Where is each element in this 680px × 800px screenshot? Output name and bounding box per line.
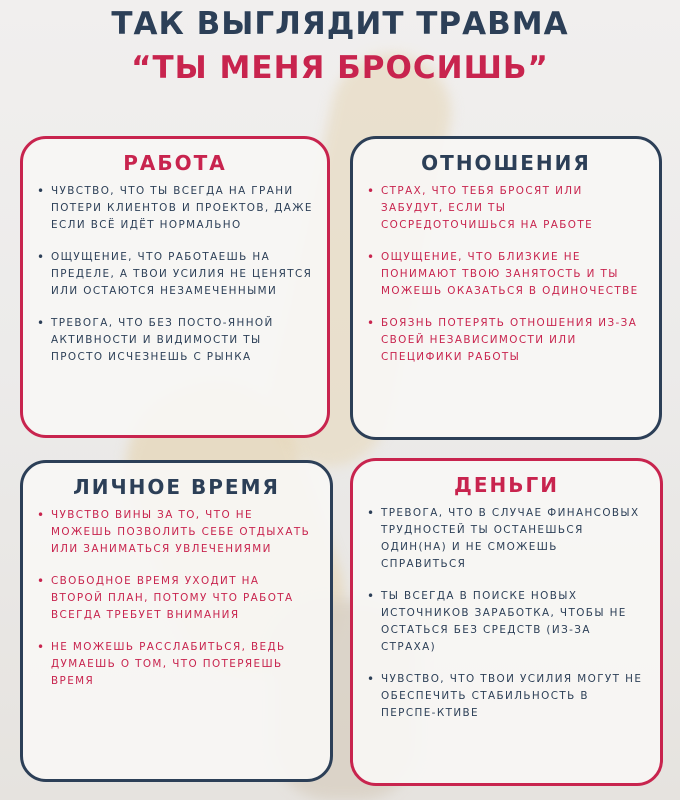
list-item: • СВОБОДНОЕ ВРЕМЯ УХОДИТ НА ВТОРОЙ ПЛАН, ПОТОМУ ЧТО РАБОТА ВСЕГДА ТРЕБУЕТ ВНИМАНИЯ: [37, 573, 316, 624]
bullet-list: [37, 507, 316, 690]
card-work: [20, 136, 330, 438]
card-relations: [350, 136, 662, 440]
card-title: ЛИЧНОЕ ВРЕМЯ: [73, 475, 280, 499]
list-item: • НЕ МОЖЕШЬ РАССЛАБИТЬСЯ, ВЕДЬ ДУМАЕШЬ О ТОМ, ЧТО ПОТЕРЯЕШЬ ВРЕМЯ: [37, 639, 316, 690]
list-item: • ЧУВСТВО, ЧТО ТЫ ВСЕГДА НА ГРАНИ ПОТЕРИ КЛИЕНТОВ И ПРОЕКТОВ, ДАЖЕ ЕСЛИ ВСЁ ИДЁТ НОРМАЛЬНО: [37, 183, 313, 234]
list-item: • БОЯЗНЬ ПОТЕРЯТЬ ОТНОШЕНИЯ ИЗ-ЗА СВОЕЙ НЕЗАВИСИМОСТИ ИЛИ СПЕЦИФИКИ РАБОТЫ: [367, 315, 645, 366]
list-item: • ЧУВСТВО, ЧТО ТВОИ УСИЛИЯ МОГУТ НЕ ОБЕСПЕЧИТЬ СТАБИЛЬНОСТЬ В ПЕРСПЕ-КТИВЕ: [367, 671, 646, 722]
card-title: РАБОТА: [123, 151, 227, 175]
list-item: • СТРАХ, ЧТО ТЕБЯ БРОСЯТ ИЛИ ЗАБУДУТ, ЕСЛИ ТЫ СОСРЕДОТОЧИШЬСЯ НА РАБОТЕ: [367, 183, 645, 234]
list-item: • ТРЕВОГА, ЧТО БЕЗ ПОСТО-ЯННОЙ АКТИВНОСТИ И ВИДИМОСТИ ТЫ ПРОСТО ИСЧЕЗНЕШЬ С РЫНКА: [37, 315, 313, 366]
list-item: • ОЩУЩЕНИЕ, ЧТО РАБОТАЕШЬ НА ПРЕДЕЛЕ, А ТВОИ УСИЛИЯ НЕ ЦЕНЯТСЯ ИЛИ ОСТАЮТСЯ НЕЗАМЕЧЕННЫМИ: [37, 249, 313, 300]
list-item: • ТРЕВОГА, ЧТО В СЛУЧАЕ ФИНАНСОВЫХ ТРУДНОСТЕЙ ТЫ ОСТАНЕШЬСЯ ОДИН(НА) И НЕ СМОЖЕШЬ СПРАВИТЬСЯ: [367, 505, 646, 573]
list-item: • ТЫ ВСЕГДА В ПОИСКЕ НОВЫХ ИСТОЧНИКОВ ЗАРАБОТКА, ЧТОБЫ НЕ ОСТАТЬСЯ БЕЗ СРЕДСТВ (ИЗ-ЗА СТРАХА): [367, 588, 646, 656]
card-personal-time: [20, 460, 333, 782]
bullet-list: [367, 183, 645, 366]
list-item: • ЧУВСТВО ВИНЫ ЗА ТО, ЧТО НЕ МОЖЕШЬ ПОЗВОЛИТЬ СЕБЕ ОТДЫХАТЬ ИЛИ ЗАНИМАТЬСЯ УВЛЕЧЕНИЯМИ: [37, 507, 316, 558]
card-title: ДЕНЬГИ: [454, 473, 559, 497]
bullet-list: [367, 505, 646, 722]
card-money: [350, 458, 663, 786]
page-title: ТАК ВЫГЛЯДИТ ТРАВМА: [111, 6, 569, 42]
card-title: ОТНОШЕНИЯ: [421, 151, 591, 175]
page-subtitle: “ТЫ МЕНЯ БРОСИШЬ”: [131, 50, 549, 86]
list-item: • ОЩУЩЕНИЕ, ЧТО БЛИЗКИЕ НЕ ПОНИМАЮТ ТВОЮ ЗАНЯТОСТЬ И ТЫ МОЖЕШЬ ОКАЗАТЬСЯ В ОДИНОЧЕСТВЕ: [367, 249, 645, 300]
bullet-list: [37, 183, 313, 366]
